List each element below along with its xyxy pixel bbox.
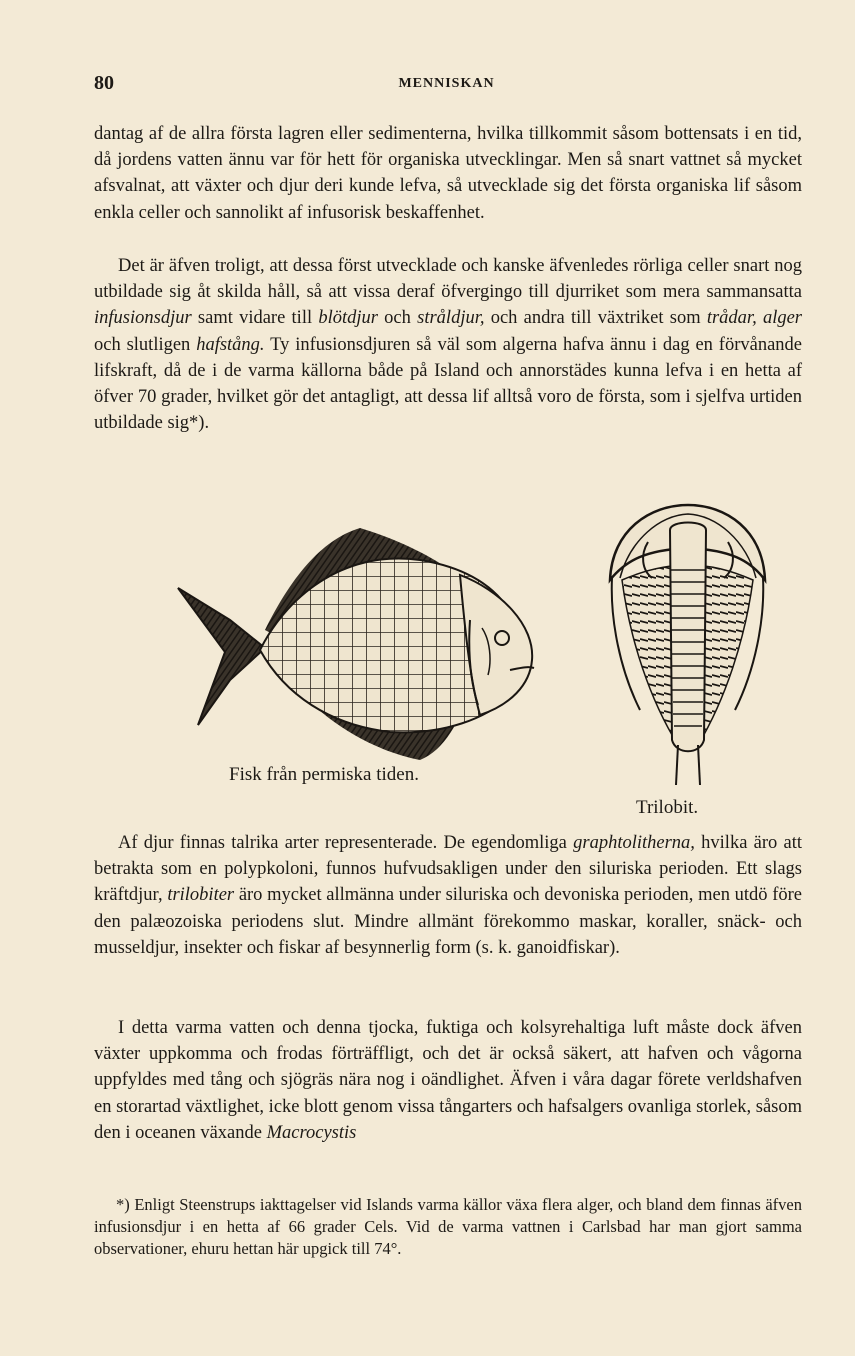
paragraph-2 (94, 253, 802, 436)
fish-illustration (170, 520, 550, 770)
running-head: MENNISKAN (398, 76, 495, 91)
text-run: Det är äfven troligt, att dessa först utvecklade och kanske äfvenledes rörliga celler snart nog utbildade sig åt skilda håll, så att vissa deraf öfvergingo till djurriket som mera sammansatta (94, 256, 802, 303)
paragraph-3 (94, 830, 802, 961)
italic-term: blötdjur (318, 308, 378, 329)
text-run: Ty infusionsdjuren så väl som algerna hafva ännu i dag en förvånande lifskraft, då de i de varma källorna både på Island och annorstädes kunna lefva i en hetta af öfver 70 grader, hvilket gör det antagligt, att dessa lif alltså voro de första, som i sjelfva urtiden utbildade sig*). (94, 334, 803, 434)
text-run: och slutligen (94, 334, 197, 355)
trilobite-caption: Trilobit. (636, 797, 699, 818)
footnote: *) Enligt Steenstrups iakttagelser vid Islands varma källor växa flera alger, och bland dem finnas äfven infusionsdjur i en hetta af 66 grader Cels. Vid de varma vattnen i Carlsbad har man gjort samma observationer, ehuru hettan här upgick till 74°. (94, 1195, 802, 1258)
text-run: hvilka äro att betrakta som en polypkoloni, funnos hufvudsakligen under den siluriska perioden. Ett slags kräftdjur, (94, 833, 802, 906)
text-run: och (377, 308, 418, 329)
italic-term: graphtolitherna, (573, 833, 695, 853)
italic-term: trilobiter (167, 885, 235, 906)
text-run: samt vidare till (191, 308, 319, 329)
italic-term: stråldjur, (417, 308, 485, 329)
trilobite-illustration (600, 500, 775, 790)
italic-term: Macrocystis (266, 1122, 357, 1143)
italic-term: hafstång. (196, 334, 265, 355)
italic-term: infusionsdjur (94, 308, 192, 329)
text-run: Af djur finnas talrika arter representerade. De egendomliga (118, 833, 574, 853)
italic-term: trådar, alger (706, 308, 802, 329)
paragraph-1: dantag af de allra första lagren eller sedimenterna, hvilka tillkommit såsom bottensats i en tid, då jordens vatten ännu var för hett för organiska utvecklingar. Men så snart vattnet så mycket afsvalnat, att växter och djur deri kunde lefva, så utvecklade sig det första organiska lif såsom enkla celler och sannolikt af infusorisk beskaffenhet. (94, 124, 802, 223)
page-number: 80 (94, 72, 114, 94)
fish-drawing (170, 520, 550, 770)
text-run: och andra till växtriket som (484, 308, 707, 329)
trilobite-drawing (600, 500, 775, 790)
text-run: äro mycket allmänna under siluriska och devoniska perioden, men utdö före den palæozoiska periodens slut. Mindre allmänt förekommo maskar, koraller, snäck- och musseldjur, insekter och fiskar af besynnerlig form (s. k. ganoidfiskar). (94, 885, 802, 958)
text-run: I detta varma vatten och denna tjocka, fuktiga och kolsyrehaltiga luft måste dock äfven växter uppkomma och frodas förträffligt, och det är också säkert, att hafven och vågorna uppfyldes med tång och sjögräs nära nog i oändlighet. Äfven i våra dagar förete verldshafven en storartad växtlighet, icke blott genom vissa tångarters och hafsalgers ovanliga storlek, såsom den i oceanen växande (94, 1018, 802, 1143)
paragraph-4 (94, 1015, 802, 1146)
fish-caption: Fisk från permiska tiden. (229, 764, 419, 785)
page-header (94, 72, 799, 100)
